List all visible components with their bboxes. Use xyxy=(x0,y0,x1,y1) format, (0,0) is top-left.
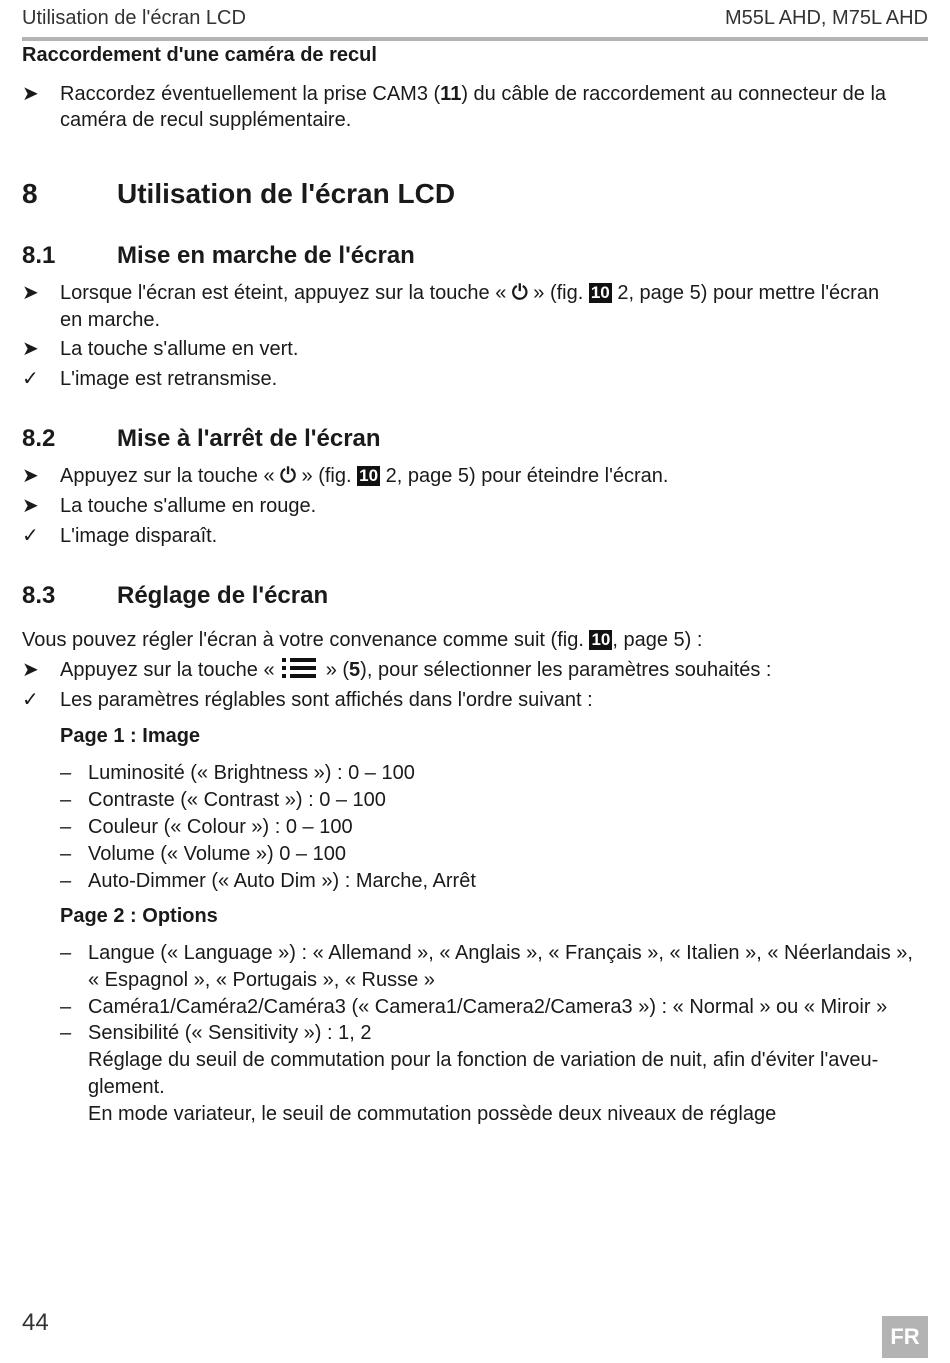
rear-camera-line2: caméra de recul supplémentaire. xyxy=(60,109,352,131)
check-marker: ✓ xyxy=(22,525,39,547)
dash-marker: – xyxy=(60,816,72,838)
s81-step1-cont: en marche. xyxy=(60,309,161,331)
dash-marker: – xyxy=(60,843,72,865)
section-8-1-title: Mise en marche de l'écran xyxy=(117,242,415,269)
page1-item: Couleur (« Colour ») : 0 – 100 xyxy=(88,816,353,838)
arrow-marker: ➤ xyxy=(22,659,39,681)
s83-intro: Vous pouvez régler l'écran à votre convenance comme suit (fig. 10 , page 5) : xyxy=(22,629,703,651)
arrow-marker: ➤ xyxy=(22,338,39,360)
section-8-3-number: 8.3 xyxy=(22,582,56,609)
page2-item-sensitivity-desc-cont: glement. xyxy=(88,1076,165,1098)
rear-camera-line1: Raccordez éventuellement la prise CAM3 (11) du câble de raccordement au connecteur de la xyxy=(60,83,887,105)
page1-item: Luminosité (« Brightness ») : 0 – 100 xyxy=(88,762,415,784)
s82-step2: La touche s'allume en rouge. xyxy=(60,495,317,517)
page2-item-sensitivity-desc: Réglage du seuil de commutation pour la fonction de variation de nuit, afin d'éviter l'aveu- xyxy=(88,1049,879,1071)
page1-item: Contraste (« Contrast ») : 0 – 100 xyxy=(88,789,386,811)
s82-result: L'image disparaît. xyxy=(60,525,218,547)
header-section-title: Utilisation de l'écran LCD xyxy=(22,7,246,29)
power-icon: ⏻ xyxy=(511,282,528,304)
header-rule xyxy=(22,37,928,41)
s81-step1: Lorsque l'écran est éteint, appuyez sur la touche « ⏻ » (fig. 10 2, page 5) pour mettre l'écran xyxy=(60,282,880,304)
s81-result: L'image est retransmise. xyxy=(60,368,278,390)
page2-item-language: Langue (« Language ») : « Allemand », « Anglais », « Français », « Italien », « Néerlandais », xyxy=(88,942,913,964)
s81-step2: La touche s'allume en vert. xyxy=(60,338,299,360)
page1-item: Auto-Dimmer (« Auto Dim ») : Marche, Arrêt xyxy=(88,870,476,892)
power-icon: ⏻ xyxy=(280,465,296,487)
dash-marker: – xyxy=(60,1022,72,1044)
check-marker: ✓ xyxy=(22,689,39,711)
section-8-1-number: 8.1 xyxy=(22,242,56,269)
section-8-title: Utilisation de l'écran LCD xyxy=(117,178,456,209)
section-8-3-title: Réglage de l'écran xyxy=(117,582,329,609)
header-model: M55L AHD, M75L AHD xyxy=(724,7,928,29)
page2-item-camera: Caméra1/Caméra2/Caméra3 (« Camera1/Camera2/Camera3 ») : « Normal » ou « Miroir » xyxy=(88,996,888,1018)
rear-camera-title: Raccordement d'une caméra de recul xyxy=(22,44,377,66)
dash-marker: – xyxy=(60,870,72,892)
dash-marker: – xyxy=(60,942,72,964)
page1-item: Volume (« Volume ») 0 – 100 xyxy=(88,843,346,865)
s82-step1: Appuyez sur la touche « ⏻ » (fig. 10 2, page 5) pour éteindre l'écran. xyxy=(60,465,669,487)
menu-icon xyxy=(282,657,318,687)
arrow-marker: ➤ xyxy=(22,282,39,304)
arrow-marker: ➤ xyxy=(22,495,39,517)
page1-title: Page 1 : Image xyxy=(60,725,201,747)
section-8-2-number: 8.2 xyxy=(22,425,56,452)
arrow-marker: ➤ xyxy=(22,465,39,487)
language-tab: FR xyxy=(882,1316,928,1358)
s83-step1: Appuyez sur la touche « » (5), pour sélectionner les paramètres souhaités : xyxy=(60,657,772,687)
page2-item-sensitivity: Sensibilité (« Sensitivity ») : 1, 2 xyxy=(88,1022,372,1044)
page2-item-sensitivity-note: En mode variateur, le seuil de commutation possède deux niveaux de réglage xyxy=(88,1103,777,1125)
check-marker: ✓ xyxy=(22,368,39,390)
s83-result: Les paramètres réglables sont affichés dans l'ordre suivant : xyxy=(60,689,593,711)
page2-item-language-cont: « Espagnol », « Portugais », « Russe » xyxy=(88,969,435,991)
section-8-number: 8 xyxy=(22,178,38,209)
page2-title: Page 2 : Options xyxy=(60,905,218,927)
figure-ref-badge: 10 xyxy=(359,466,379,485)
figure-ref-badge: 10 xyxy=(590,283,610,302)
page-number: 44 xyxy=(22,1309,49,1336)
arrow-marker: ➤ xyxy=(22,83,39,105)
section-8-2-title: Mise à l'arrêt de l'écran xyxy=(117,425,381,452)
figure-ref-badge: 10 xyxy=(591,630,611,649)
dash-marker: – xyxy=(60,996,72,1018)
dash-marker: – xyxy=(60,762,72,784)
dash-marker: – xyxy=(60,789,72,811)
